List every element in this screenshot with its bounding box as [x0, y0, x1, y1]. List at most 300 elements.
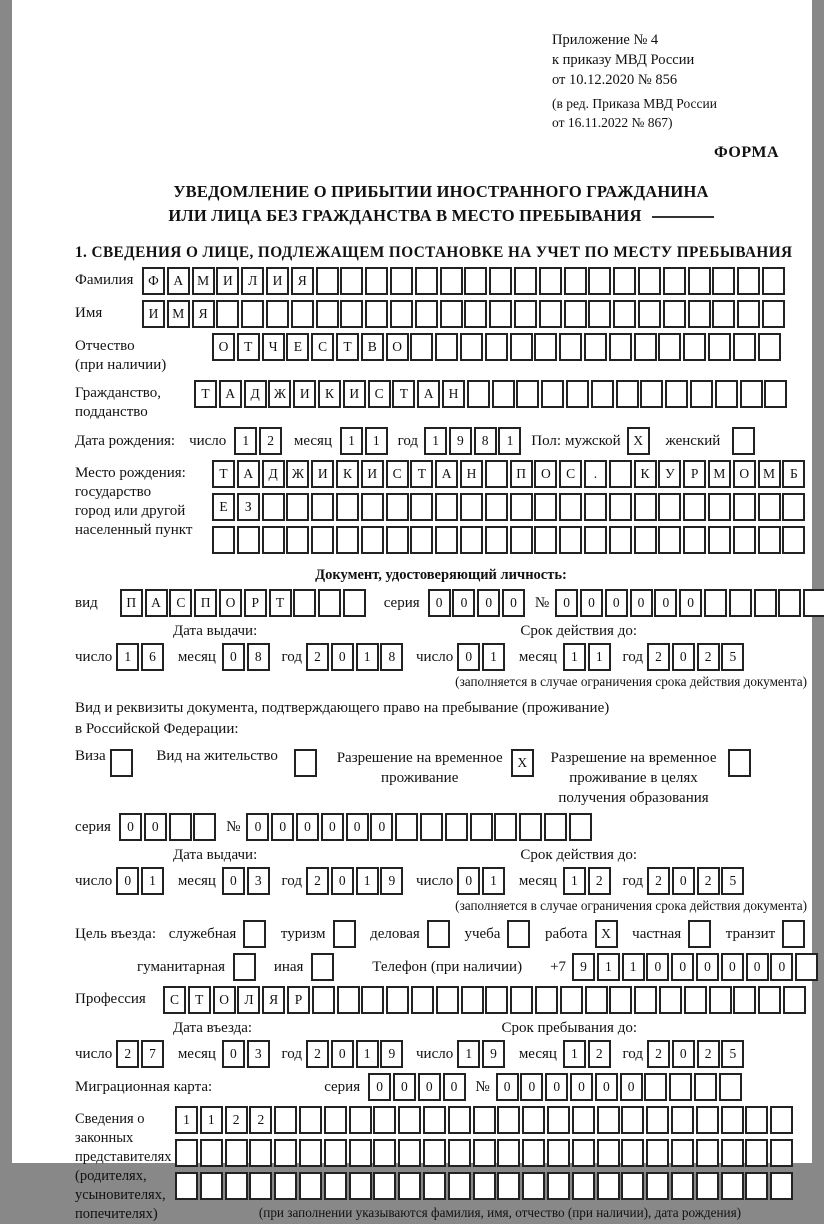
form-cell[interactable]: [361, 493, 384, 521]
form-cell[interactable]: [445, 813, 468, 841]
form-cell[interactable]: 2: [306, 1040, 329, 1068]
form-cell[interactable]: Я: [291, 267, 314, 295]
form-cell[interactable]: 1: [457, 1040, 480, 1068]
form-cell[interactable]: [349, 1139, 372, 1167]
form-cell[interactable]: К: [336, 460, 359, 488]
form-cell[interactable]: [373, 1139, 396, 1167]
form-cell[interactable]: 0: [222, 1040, 245, 1068]
form-cell[interactable]: [497, 1106, 520, 1134]
form-cell[interactable]: [294, 749, 317, 777]
form-cell[interactable]: 1: [597, 953, 620, 981]
form-cell[interactable]: 0: [646, 953, 669, 981]
form-cell[interactable]: 2: [259, 427, 282, 455]
form-cell[interactable]: [243, 920, 266, 948]
form-cell[interactable]: [365, 300, 388, 328]
form-cell[interactable]: И: [266, 267, 289, 295]
form-cell[interactable]: П: [120, 589, 143, 617]
form-cell[interactable]: 9: [380, 1040, 403, 1068]
form-cell[interactable]: [712, 267, 735, 295]
form-cell[interactable]: З: [237, 493, 260, 521]
form-cell[interactable]: [758, 333, 781, 361]
form-cell[interactable]: 6: [141, 643, 164, 671]
form-cell[interactable]: 1: [175, 1106, 198, 1134]
form-cell[interactable]: [516, 380, 539, 408]
form-cell[interactable]: [663, 267, 686, 295]
form-cell[interactable]: 1: [563, 867, 586, 895]
form-cell[interactable]: [754, 589, 777, 617]
form-cell[interactable]: [684, 986, 707, 1014]
form-cell[interactable]: 1: [424, 427, 447, 455]
form-cell[interactable]: Т: [410, 460, 433, 488]
form-cell[interactable]: [762, 300, 785, 328]
form-cell[interactable]: [534, 493, 557, 521]
form-cell[interactable]: 0: [605, 589, 628, 617]
form-cell[interactable]: [683, 333, 706, 361]
form-cell[interactable]: [200, 1139, 223, 1167]
form-cell[interactable]: 2: [306, 643, 329, 671]
form-cell[interactable]: [591, 380, 614, 408]
form-cell[interactable]: 5: [721, 1040, 744, 1068]
form-cell[interactable]: [646, 1139, 669, 1167]
form-cell[interactable]: 0: [545, 1073, 568, 1101]
form-cell[interactable]: [519, 813, 542, 841]
form-cell[interactable]: [733, 493, 756, 521]
form-cell[interactable]: [737, 300, 760, 328]
form-cell[interactable]: [745, 1172, 768, 1200]
form-cell[interactable]: [249, 1172, 272, 1200]
form-cell[interactable]: 1: [588, 643, 611, 671]
form-cell[interactable]: Ж: [268, 380, 291, 408]
form-cell[interactable]: X: [627, 427, 650, 455]
form-cell[interactable]: 1: [234, 427, 257, 455]
form-cell[interactable]: [415, 300, 438, 328]
form-cell[interactable]: [621, 1172, 644, 1200]
form-cell[interactable]: 9: [380, 867, 403, 895]
form-cell[interactable]: [708, 333, 731, 361]
form-cell[interactable]: [721, 1139, 744, 1167]
form-cell[interactable]: [435, 333, 458, 361]
form-cell[interactable]: С: [311, 333, 334, 361]
form-cell[interactable]: А: [219, 380, 242, 408]
form-cell[interactable]: 0: [119, 813, 142, 841]
form-cell[interactable]: [609, 333, 632, 361]
form-cell[interactable]: [644, 1073, 667, 1101]
form-cell[interactable]: [514, 300, 537, 328]
form-cell[interactable]: [460, 333, 483, 361]
form-cell[interactable]: 1: [356, 1040, 379, 1068]
form-cell[interactable]: 1: [200, 1106, 223, 1134]
form-cell[interactable]: О: [733, 460, 756, 488]
form-cell[interactable]: [410, 493, 433, 521]
form-cell[interactable]: [312, 986, 335, 1014]
form-cell[interactable]: [770, 1106, 793, 1134]
form-cell[interactable]: 2: [697, 1040, 720, 1068]
form-cell[interactable]: Т: [237, 333, 260, 361]
form-cell[interactable]: [485, 526, 508, 554]
form-cell[interactable]: 2: [249, 1106, 272, 1134]
form-cell[interactable]: [638, 267, 661, 295]
form-cell[interactable]: [770, 1139, 793, 1167]
form-cell[interactable]: 0: [679, 589, 702, 617]
form-cell[interactable]: [514, 267, 537, 295]
form-cell[interactable]: Ч: [262, 333, 285, 361]
form-cell[interactable]: [683, 493, 706, 521]
form-cell[interactable]: О: [386, 333, 409, 361]
form-cell[interactable]: [361, 986, 384, 1014]
form-cell[interactable]: Ф: [142, 267, 165, 295]
form-cell[interactable]: [473, 1106, 496, 1134]
form-cell[interactable]: [671, 1106, 694, 1134]
form-cell[interactable]: 9: [449, 427, 472, 455]
form-cell[interactable]: 2: [588, 1040, 611, 1068]
form-cell[interactable]: [333, 920, 356, 948]
form-cell[interactable]: [609, 460, 632, 488]
form-cell[interactable]: [316, 267, 339, 295]
form-cell[interactable]: [340, 300, 363, 328]
form-cell[interactable]: [435, 493, 458, 521]
form-cell[interactable]: 1: [340, 427, 363, 455]
form-cell[interactable]: П: [510, 460, 533, 488]
form-cell[interactable]: 1: [365, 427, 388, 455]
form-cell[interactable]: [110, 749, 133, 777]
form-cell[interactable]: [299, 1172, 322, 1200]
form-cell[interactable]: [311, 953, 334, 981]
form-cell[interactable]: [640, 380, 663, 408]
form-cell[interactable]: 1: [498, 427, 521, 455]
form-cell[interactable]: [241, 300, 264, 328]
form-cell[interactable]: [721, 1172, 744, 1200]
form-cell[interactable]: [778, 589, 801, 617]
form-cell[interactable]: 0: [116, 867, 139, 895]
form-cell[interactable]: 2: [697, 643, 720, 671]
form-cell[interactable]: 0: [331, 867, 354, 895]
form-cell[interactable]: [758, 986, 781, 1014]
form-cell[interactable]: [311, 526, 334, 554]
form-cell[interactable]: [299, 1106, 322, 1134]
form-cell[interactable]: [497, 1172, 520, 1200]
form-cell[interactable]: [473, 1172, 496, 1200]
form-cell[interactable]: [340, 267, 363, 295]
form-cell[interactable]: [311, 493, 334, 521]
form-cell[interactable]: [365, 267, 388, 295]
form-cell[interactable]: 8: [247, 643, 270, 671]
form-cell[interactable]: И: [343, 380, 366, 408]
form-cell[interactable]: [291, 300, 314, 328]
form-cell[interactable]: [212, 526, 235, 554]
form-cell[interactable]: С: [559, 460, 582, 488]
form-cell[interactable]: А: [417, 380, 440, 408]
form-cell[interactable]: [584, 526, 607, 554]
form-cell[interactable]: 0: [620, 1073, 643, 1101]
form-cell[interactable]: [609, 493, 632, 521]
form-cell[interactable]: [349, 1106, 372, 1134]
form-cell[interactable]: [559, 333, 582, 361]
form-cell[interactable]: [547, 1106, 570, 1134]
form-cell[interactable]: 2: [647, 867, 670, 895]
form-cell[interactable]: 0: [520, 1073, 543, 1101]
form-cell[interactable]: 2: [647, 643, 670, 671]
form-cell[interactable]: С: [169, 589, 192, 617]
form-cell[interactable]: [262, 493, 285, 521]
form-cell[interactable]: 2: [116, 1040, 139, 1068]
form-cell[interactable]: 0: [246, 813, 269, 841]
form-cell[interactable]: [299, 1139, 322, 1167]
form-cell[interactable]: 0: [555, 589, 578, 617]
form-cell[interactable]: [560, 986, 583, 1014]
form-cell[interactable]: [634, 526, 657, 554]
form-cell[interactable]: [572, 1106, 595, 1134]
form-cell[interactable]: [597, 1106, 620, 1134]
form-cell[interactable]: М: [167, 300, 190, 328]
form-cell[interactable]: [708, 493, 731, 521]
form-cell[interactable]: [415, 267, 438, 295]
form-cell[interactable]: Д: [262, 460, 285, 488]
form-cell[interactable]: [423, 1106, 446, 1134]
form-cell[interactable]: 0: [370, 813, 393, 841]
form-cell[interactable]: 1: [622, 953, 645, 981]
form-cell[interactable]: X: [511, 749, 534, 777]
form-cell[interactable]: С: [368, 380, 391, 408]
form-cell[interactable]: [373, 1106, 396, 1134]
form-cell[interactable]: [373, 1172, 396, 1200]
form-cell[interactable]: [609, 986, 632, 1014]
form-cell[interactable]: [616, 380, 639, 408]
form-cell[interactable]: [175, 1172, 198, 1200]
form-cell[interactable]: И: [311, 460, 334, 488]
form-cell[interactable]: 0: [496, 1073, 519, 1101]
form-cell[interactable]: [737, 267, 760, 295]
form-cell[interactable]: [390, 300, 413, 328]
form-cell[interactable]: [696, 1139, 719, 1167]
form-cell[interactable]: 0: [630, 589, 653, 617]
form-cell[interactable]: 1: [563, 1040, 586, 1068]
form-cell[interactable]: [395, 813, 418, 841]
form-cell[interactable]: [572, 1172, 595, 1200]
form-cell[interactable]: [621, 1139, 644, 1167]
form-cell[interactable]: [597, 1172, 620, 1200]
form-cell[interactable]: [522, 1106, 545, 1134]
form-cell[interactable]: [782, 493, 805, 521]
form-cell[interactable]: 0: [418, 1073, 441, 1101]
form-cell[interactable]: [522, 1172, 545, 1200]
form-cell[interactable]: [274, 1106, 297, 1134]
form-cell[interactable]: 0: [457, 643, 480, 671]
form-cell[interactable]: [803, 589, 824, 617]
form-cell[interactable]: [588, 267, 611, 295]
form-cell[interactable]: [688, 920, 711, 948]
form-cell[interactable]: 0: [321, 813, 344, 841]
form-cell[interactable]: [324, 1106, 347, 1134]
form-cell[interactable]: [783, 986, 806, 1014]
form-cell[interactable]: [175, 1139, 198, 1167]
form-cell[interactable]: 2: [588, 867, 611, 895]
form-cell[interactable]: [729, 589, 752, 617]
form-cell[interactable]: [448, 1172, 471, 1200]
form-cell[interactable]: 0: [654, 589, 677, 617]
form-cell[interactable]: 8: [474, 427, 497, 455]
form-cell[interactable]: [634, 493, 657, 521]
form-cell[interactable]: 0: [457, 867, 480, 895]
form-cell[interactable]: [423, 1139, 446, 1167]
form-cell[interactable]: П: [194, 589, 217, 617]
form-cell[interactable]: [349, 1172, 372, 1200]
form-cell[interactable]: [597, 1139, 620, 1167]
form-cell[interactable]: [522, 1139, 545, 1167]
form-cell[interactable]: [361, 526, 384, 554]
form-cell[interactable]: 0: [502, 589, 525, 617]
form-cell[interactable]: 2: [697, 867, 720, 895]
form-cell[interactable]: [386, 526, 409, 554]
form-cell[interactable]: [733, 986, 756, 1014]
form-cell[interactable]: [572, 1139, 595, 1167]
form-cell[interactable]: [497, 1139, 520, 1167]
form-cell[interactable]: [427, 920, 450, 948]
form-cell[interactable]: [671, 1139, 694, 1167]
form-cell[interactable]: [732, 427, 755, 455]
form-cell[interactable]: [646, 1172, 669, 1200]
form-cell[interactable]: [704, 589, 727, 617]
form-cell[interactable]: О: [534, 460, 557, 488]
form-cell[interactable]: [770, 1172, 793, 1200]
form-cell[interactable]: А: [435, 460, 458, 488]
form-cell[interactable]: [485, 333, 508, 361]
form-cell[interactable]: 1: [482, 867, 505, 895]
form-cell[interactable]: О: [213, 986, 236, 1014]
form-cell[interactable]: Т: [194, 380, 217, 408]
form-cell[interactable]: [547, 1172, 570, 1200]
form-cell[interactable]: [721, 1106, 744, 1134]
form-cell[interactable]: 0: [222, 643, 245, 671]
form-cell[interactable]: [569, 813, 592, 841]
form-cell[interactable]: [225, 1172, 248, 1200]
form-cell[interactable]: [795, 953, 818, 981]
form-cell[interactable]: [782, 526, 805, 554]
form-cell[interactable]: И: [293, 380, 316, 408]
form-cell[interactable]: [286, 526, 309, 554]
form-cell[interactable]: [398, 1139, 421, 1167]
form-cell[interactable]: [588, 300, 611, 328]
form-cell[interactable]: 1: [482, 643, 505, 671]
form-cell[interactable]: [510, 333, 533, 361]
form-cell[interactable]: [690, 380, 713, 408]
form-cell[interactable]: [464, 267, 487, 295]
form-cell[interactable]: К: [634, 460, 657, 488]
form-cell[interactable]: Д: [244, 380, 267, 408]
form-cell[interactable]: [683, 526, 706, 554]
form-cell[interactable]: А: [237, 460, 260, 488]
form-cell[interactable]: Р: [244, 589, 267, 617]
form-cell[interactable]: 0: [696, 953, 719, 981]
form-cell[interactable]: О: [212, 333, 235, 361]
form-cell[interactable]: [461, 986, 484, 1014]
form-cell[interactable]: [494, 813, 517, 841]
form-cell[interactable]: [423, 1172, 446, 1200]
form-cell[interactable]: А: [167, 267, 190, 295]
form-cell[interactable]: [665, 380, 688, 408]
form-cell[interactable]: 0: [271, 813, 294, 841]
form-cell[interactable]: [274, 1139, 297, 1167]
form-cell[interactable]: [398, 1106, 421, 1134]
form-cell[interactable]: С: [163, 986, 186, 1014]
form-cell[interactable]: [464, 300, 487, 328]
form-cell[interactable]: [337, 986, 360, 1014]
form-cell[interactable]: [740, 380, 763, 408]
form-cell[interactable]: [324, 1172, 347, 1200]
form-cell[interactable]: [584, 333, 607, 361]
form-cell[interactable]: 0: [770, 953, 793, 981]
form-cell[interactable]: [316, 300, 339, 328]
form-cell[interactable]: 1: [563, 643, 586, 671]
form-cell[interactable]: [286, 493, 309, 521]
form-cell[interactable]: [609, 526, 632, 554]
form-cell[interactable]: [658, 493, 681, 521]
form-cell[interactable]: К: [318, 380, 341, 408]
form-cell[interactable]: [262, 526, 285, 554]
form-cell[interactable]: А: [145, 589, 168, 617]
form-cell[interactable]: [559, 526, 582, 554]
form-cell[interactable]: [467, 380, 490, 408]
form-cell[interactable]: 0: [296, 813, 319, 841]
form-cell[interactable]: М: [708, 460, 731, 488]
form-cell[interactable]: 0: [477, 589, 500, 617]
form-cell[interactable]: 1: [356, 643, 379, 671]
form-cell[interactable]: .: [584, 460, 607, 488]
form-cell[interactable]: 0: [671, 953, 694, 981]
form-cell[interactable]: 1: [356, 867, 379, 895]
form-cell[interactable]: Л: [241, 267, 264, 295]
form-cell[interactable]: [564, 267, 587, 295]
form-cell[interactable]: [233, 953, 256, 981]
form-cell[interactable]: [782, 920, 805, 948]
form-cell[interactable]: [708, 526, 731, 554]
form-cell[interactable]: 2: [647, 1040, 670, 1068]
form-cell[interactable]: [566, 380, 589, 408]
form-cell[interactable]: [510, 493, 533, 521]
form-cell[interactable]: [485, 460, 508, 488]
form-cell[interactable]: [485, 986, 508, 1014]
form-cell[interactable]: [336, 493, 359, 521]
form-cell[interactable]: Н: [442, 380, 465, 408]
form-cell[interactable]: 0: [368, 1073, 391, 1101]
form-cell[interactable]: [646, 1106, 669, 1134]
form-cell[interactable]: 1: [116, 643, 139, 671]
form-cell[interactable]: [440, 300, 463, 328]
form-cell[interactable]: [386, 493, 409, 521]
form-cell[interactable]: Ж: [286, 460, 309, 488]
form-cell[interactable]: 0: [428, 589, 451, 617]
form-cell[interactable]: [473, 1139, 496, 1167]
form-cell[interactable]: 0: [452, 589, 475, 617]
form-cell[interactable]: Р: [683, 460, 706, 488]
form-cell[interactable]: И: [142, 300, 165, 328]
form-cell[interactable]: [539, 300, 562, 328]
form-cell[interactable]: Я: [192, 300, 215, 328]
form-cell[interactable]: [658, 333, 681, 361]
form-cell[interactable]: [715, 380, 738, 408]
form-cell[interactable]: 0: [672, 867, 695, 895]
form-cell[interactable]: И: [216, 267, 239, 295]
form-cell[interactable]: [762, 267, 785, 295]
form-cell[interactable]: 0: [672, 1040, 695, 1068]
form-cell[interactable]: 9: [572, 953, 595, 981]
form-cell[interactable]: 2: [225, 1106, 248, 1134]
form-cell[interactable]: [489, 267, 512, 295]
form-cell[interactable]: [398, 1172, 421, 1200]
form-cell[interactable]: 0: [672, 643, 695, 671]
form-cell[interactable]: [728, 749, 751, 777]
form-cell[interactable]: [410, 526, 433, 554]
form-cell[interactable]: Т: [336, 333, 359, 361]
